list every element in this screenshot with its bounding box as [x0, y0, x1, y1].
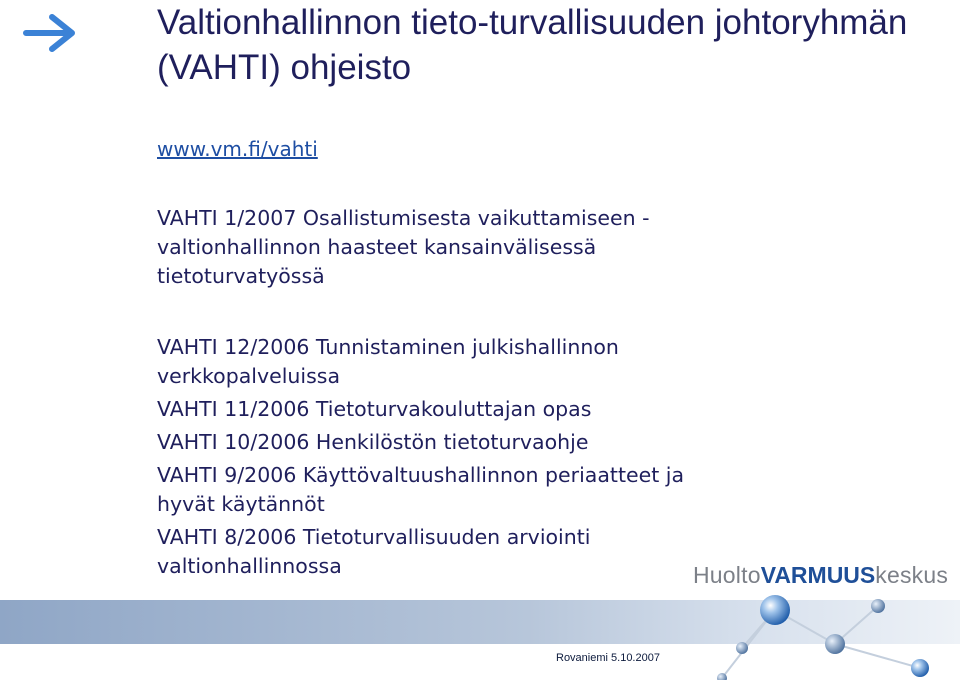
- list-item: VAHTI 10/2006 Henkilöstön tietoturvaohje: [157, 430, 589, 454]
- molecule-ball: [760, 595, 790, 625]
- vahti-link[interactable]: www.vm.fi/vahti: [157, 137, 318, 161]
- logo-suffix: keskus: [875, 562, 949, 588]
- arrow-right-icon: [22, 12, 80, 54]
- list-item: VAHTI 12/2006 Tunnistaminen julkishallinnon verkkopalveluissa: [157, 335, 619, 388]
- list-item: VAHTI 9/2006 Käyttövaltuushallinnon periaatteet ja hyvät käytännöt: [157, 463, 685, 516]
- list-item: VAHTI 11/2006 Tietoturvakouluttajan opas: [157, 397, 592, 421]
- list-item: VAHTI 1/2007 Osallistumisesta vaikuttamiseen - valtionhallinnon haasteet kansainvälisessä tietoturvatyössä: [157, 206, 650, 288]
- molecule-ball: [911, 659, 929, 677]
- logo-strong: VARMUUS: [760, 562, 876, 588]
- slide-title: Valtionhallinnon tieto-turvallisuuden johtoryhmän (VAHTI) ohjeisto: [157, 3, 908, 87]
- molecule-ball: [871, 599, 885, 613]
- logo-prefix: Huolto: [693, 562, 761, 588]
- banner-band: [0, 600, 960, 648]
- footer-date: Rovaniemi 5.10.2007: [556, 652, 660, 664]
- footer-banner: [0, 588, 960, 680]
- molecule-ball: [736, 642, 748, 654]
- banner-base: [0, 644, 960, 680]
- molecule-ball: [825, 634, 845, 654]
- huoltovarmuuskeskus-logo: [693, 562, 948, 589]
- publication-list: [157, 204, 877, 581]
- list-item: VAHTI 8/2006 Tietoturvallisuuden arviointi valtionhallinnossa: [157, 525, 591, 578]
